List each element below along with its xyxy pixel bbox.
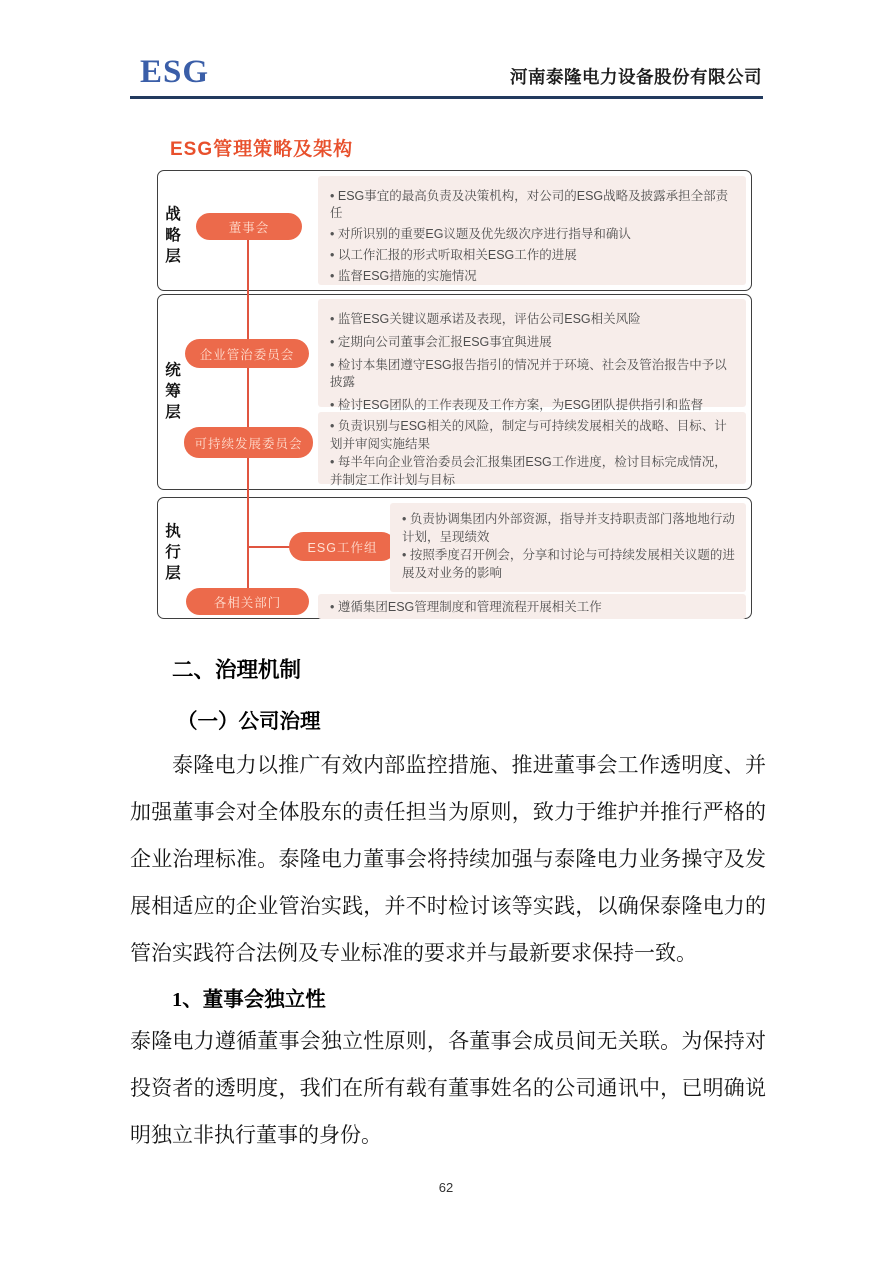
bullet-item: • 按照季度召开例会，分享和讨论与可持续发展相关议题的进展及对业务的影响 <box>402 546 736 582</box>
bullet-item: • 负责识别与ESG相关的风险，制定与可持续发展相关的战略、目标、计划并审阅实施结果 <box>330 417 736 453</box>
bullet-item: • 遵循集团ESG管理制度和管理流程开展相关工作 <box>330 598 736 616</box>
panel-governance-committee-duties <box>318 299 746 412</box>
panel-esg-working-group-duties <box>390 503 746 592</box>
layer-label-strategic: 战略层 <box>165 206 181 265</box>
diagram-title: ESG管理策略及架构 <box>170 139 354 160</box>
pill-related-departments: 各相关部门 <box>186 588 309 615</box>
panel-related-departments-duties <box>318 594 746 619</box>
bullet-item: • 监管ESG关键议题承诺及表现，评估公司ESG相关风险 <box>330 311 736 328</box>
paragraph-corporate-governance: 泰隆电力以推广有效内部监控措施、推进董事会工作透明度、并加强董事会对全体股东的责任担当为原则，致力于维护并推行严格的企业治理标准。泰隆电力董事会将持续加强与泰隆电力业务操守及发展相适应的企业管治实践，并不时检讨该等实践，以确保泰隆电力的管治实践符合法例及专业标准的要求并与最新要求保持一致。 <box>130 753 766 965</box>
bullet-item: • 对所识别的重要EG议题及优先级次序进行指导和确认 <box>330 226 736 243</box>
bullet-item: • 以工作汇报的形式听取相关ESG工作的进展 <box>330 247 736 264</box>
pill-esg-working-group: ESG工作组 <box>289 532 396 561</box>
bullet-item: • ESG事宜的最高负责及决策机构，对公司的ESG战略及披露承担全部责任 <box>330 188 736 222</box>
page-number: 62 <box>438 1180 454 1195</box>
esg-logo: ESG <box>140 54 210 90</box>
panel-board-duties <box>318 176 746 285</box>
company-name: 河南泰隆电力设备股份有限公司 <box>510 67 762 87</box>
paragraph-board-independence: 泰隆电力遵循董事会独立性原则，各董事会成员间无关联。为保持对投资者的透明度，我们在所有载有董事姓名的公司通讯中，已明确说明独立非执行董事的身份。 <box>130 1029 766 1147</box>
bullet-item: • 每半年向企业管治委员会汇报集团ESG工作进度，检讨目标完成情况，并制定工作计划与目标 <box>330 453 736 489</box>
bullet-item: • 监督ESG措施的实施情况 <box>330 268 736 285</box>
bullet-item: • 检讨ESG团队的工作表现及工作方案，为ESG团队提供指引和监督 <box>330 397 736 414</box>
connector-horizontal-line <box>247 546 291 548</box>
connector-vertical-line <box>247 240 249 592</box>
bullet-item: • 检讨本集团遵守ESG报告指引的情况并于环境、社会及管治报告中予以披露 <box>330 357 736 391</box>
bullet-item: • 定期向公司董事会汇报ESG事宜與进展 <box>330 334 736 351</box>
subsection-heading-board-independence: 1、董事会独立性 <box>172 989 326 1011</box>
header-rule <box>130 96 763 99</box>
bullet-item: • 负责协调集团内外部资源，指导并支持职责部门落地地行动计划，呈现绩效 <box>402 510 736 546</box>
panel-sustainability-committee-duties <box>318 412 746 487</box>
layer-label-coordination: 统筹层 <box>165 362 181 421</box>
subsection-heading-corporate-governance: （一）公司治理 <box>177 711 321 733</box>
pill-sustainability-committee: 可持续发展委员会 <box>184 427 313 458</box>
layer-label-execution: 执行层 <box>165 523 181 582</box>
section-heading-governance-mechanism: 二、治理机制 <box>172 658 302 682</box>
pill-corporate-governance-committee: 企业管治委员会 <box>185 339 309 368</box>
pill-board-of-directors: 董事会 <box>196 213 302 240</box>
